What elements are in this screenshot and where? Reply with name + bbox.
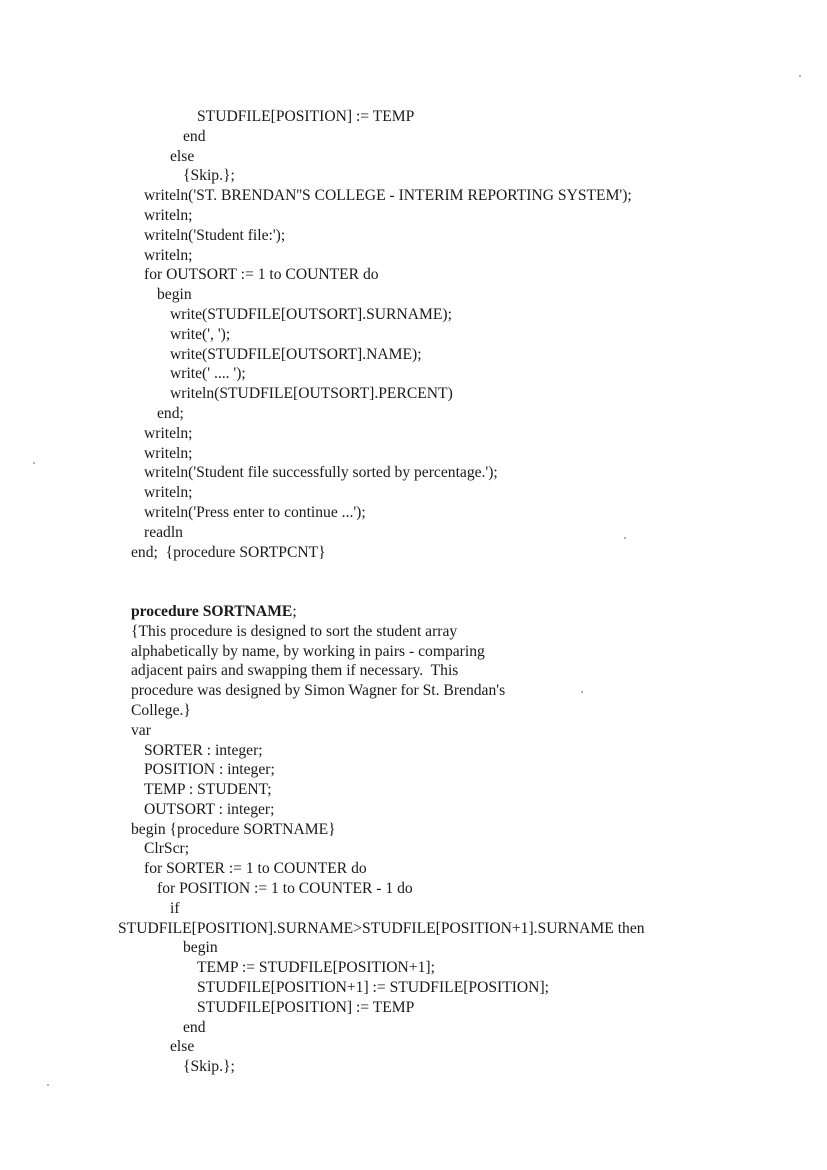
code-text: end; {procedure SORTPCNT} [131,543,326,561]
code-line [0,523,827,543]
code-text: adjacent pairs and swapping them if necessary. This [131,662,459,680]
code-text: else [170,1038,195,1056]
code-text: write(' .... '); [170,365,246,383]
code-text: {This procedure is designed to sort the student array [131,622,458,640]
code-line [0,899,827,919]
code-line [0,1037,827,1057]
code-text: POSITION : integer; [144,761,275,779]
code-line [0,661,827,681]
code-line [0,760,827,780]
code-line [0,701,827,721]
scan-speck [799,75,801,77]
code-text: writeln; [144,444,193,462]
code-line [0,1018,827,1038]
code-line [0,780,827,800]
code-line [0,919,827,939]
code-line [0,127,827,147]
code-line [0,562,827,582]
code-text: College.} [131,701,191,719]
code-line [0,345,827,365]
code-text: writeln; [144,246,193,264]
code-line [0,582,827,602]
code-text: STUDFILE[POSITION] := TEMP [197,998,415,1016]
code-text: writeln('Student file successfully sorted by percentage.'); [144,464,498,482]
code-text: write(STUDFILE[OUTSORT].NAME); [170,345,422,363]
code-line [0,305,827,325]
code-line [0,246,827,266]
code-line [0,147,827,167]
code-text: procedure was designed by Simon Wagner for St. Brendan's [131,682,506,700]
code-text: SORTER : integer; [144,741,263,759]
code-listing [0,107,827,1077]
code-line [0,503,827,523]
code-text: begin {procedure SORTNAME} [131,820,336,838]
code-line [0,820,827,840]
code-text: STUDFILE[POSITION] := TEMP [197,108,415,125]
code-line [0,206,827,226]
code-text: writeln('Press enter to continue ...'); [144,503,366,521]
code-text: end [183,1018,206,1036]
code-line [0,444,827,464]
code-text: begin [157,286,192,304]
code-line [0,642,827,662]
code-text: writeln; [144,424,193,442]
procedure-heading: procedure SORTNAME [131,602,293,620]
code-line [0,265,827,285]
code-line [0,107,827,127]
code-text: for POSITION := 1 to COUNTER - 1 do [157,880,413,898]
code-text: TEMP : STUDENT; [144,781,272,799]
code-line [0,1057,827,1077]
code-line [0,364,827,384]
code-line [0,543,827,563]
code-line [0,384,827,404]
code-line [0,741,827,761]
code-line [0,404,827,424]
code-line [0,325,827,345]
code-text: write(', '); [170,325,231,343]
code-text: if [170,899,180,917]
code-line [0,859,827,879]
code-text: end; [157,404,184,422]
scan-speck [47,1084,49,1086]
code-line [0,463,827,483]
code-line [0,978,827,998]
code-text: writeln('ST. BRENDAN''S COLLEGE - INTERIM REPORTING SYSTEM'); [144,187,632,205]
code-line [0,879,827,899]
code-line [0,998,827,1018]
code-line [0,483,827,503]
code-line [0,166,827,186]
code-text: alphabetically by name, by working in pairs - comparing [131,642,485,660]
code-text: STUDFILE[POSITION+1] := STUDFILE[POSITION]; [197,979,549,997]
code-line [0,602,827,622]
code-line [0,424,827,444]
code-line [0,226,827,246]
code-text: {Skip.}; [183,167,235,185]
code-line [0,958,827,978]
code-text: write(STUDFILE[OUTSORT].SURNAME); [170,305,452,323]
code-text: ClrScr; [144,840,190,858]
code-text: else [170,147,195,165]
code-text: writeln; [144,206,193,224]
code-line [0,839,827,859]
code-line [0,938,827,958]
code-text: var [131,721,151,739]
code-text: end [183,127,206,145]
code-line [0,800,827,820]
code-text: OUTSORT : integer; [144,800,275,818]
scan-speck [581,691,583,693]
code-text: {Skip.}; [183,1058,235,1076]
code-line [0,285,827,305]
code-line [0,622,827,642]
code-text: STUDFILE[POSITION].SURNAME>STUDFILE[POSITION+1].SURNAME then [118,919,645,937]
code-line [0,681,827,701]
code-text: writeln('Student file:'); [144,226,286,244]
code-line [0,721,827,741]
code-text: for OUTSORT := 1 to COUNTER do [144,266,379,284]
scan-speck [624,537,626,539]
code-text: TEMP := STUDFILE[POSITION+1]; [197,959,435,977]
code-text: writeln; [144,484,193,502]
statement-terminator: ; [292,602,297,620]
code-text: for SORTER := 1 to COUNTER do [144,860,367,878]
scan-speck [33,462,35,464]
code-text: begin [183,939,218,957]
code-line [0,186,827,206]
code-text: writeln(STUDFILE[OUTSORT].PERCENT) [170,385,453,403]
code-text: readln [144,523,183,541]
